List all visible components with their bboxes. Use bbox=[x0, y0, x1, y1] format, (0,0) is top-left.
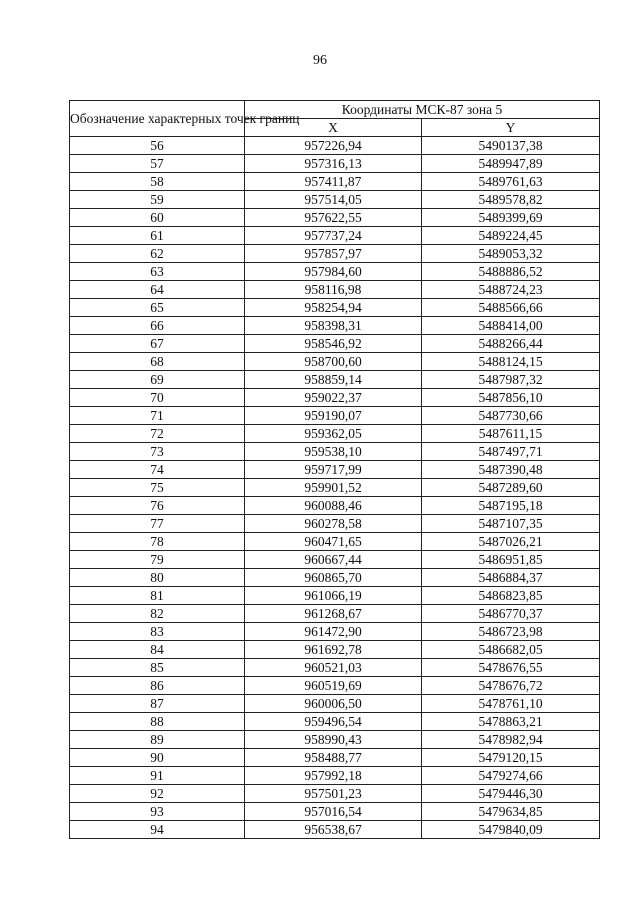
x-coordinate-cell: 958116,98 bbox=[245, 281, 422, 299]
x-coordinate-cell: 958990,43 bbox=[245, 731, 422, 749]
point-number-cell: 77 bbox=[70, 515, 245, 533]
table-row bbox=[70, 227, 600, 245]
table-row bbox=[70, 713, 600, 731]
y-coordinate-cell: 5478761,10 bbox=[422, 695, 600, 713]
x-coordinate-cell: 959538,10 bbox=[245, 443, 422, 461]
page-number: 96 bbox=[313, 53, 327, 68]
y-coordinate-cell: 5488124,15 bbox=[422, 353, 600, 371]
point-number-cell: 60 bbox=[70, 209, 245, 227]
table-row bbox=[70, 551, 600, 569]
point-number-cell: 84 bbox=[70, 641, 245, 659]
x-coordinate-cell: 957992,18 bbox=[245, 767, 422, 785]
table-row bbox=[70, 605, 600, 623]
y-coordinate-cell: 5486723,98 bbox=[422, 623, 600, 641]
y-coordinate-cell: 5486770,37 bbox=[422, 605, 600, 623]
table-row bbox=[70, 767, 600, 785]
y-coordinate-cell: 5487107,35 bbox=[422, 515, 600, 533]
table-row bbox=[70, 299, 600, 317]
y-coordinate-cell: 5487987,32 bbox=[422, 371, 600, 389]
point-number-cell: 92 bbox=[70, 785, 245, 803]
y-coordinate-cell: 5479840,09 bbox=[422, 821, 600, 839]
point-number-cell: 56 bbox=[70, 137, 245, 155]
point-number-cell: 62 bbox=[70, 245, 245, 263]
table-row bbox=[70, 659, 600, 677]
point-number-cell: 72 bbox=[70, 425, 245, 443]
y-coordinate-cell: 5486884,37 bbox=[422, 569, 600, 587]
table-row bbox=[70, 749, 600, 767]
x-coordinate-cell: 957737,24 bbox=[245, 227, 422, 245]
point-number-cell: 91 bbox=[70, 767, 245, 785]
point-number-cell: 87 bbox=[70, 695, 245, 713]
point-number-cell: 59 bbox=[70, 191, 245, 209]
x-coordinate-cell: 960865,70 bbox=[245, 569, 422, 587]
point-number-cell: 58 bbox=[70, 173, 245, 191]
table-row bbox=[70, 335, 600, 353]
table-row bbox=[70, 281, 600, 299]
table-row bbox=[70, 533, 600, 551]
y-coordinate-cell: 5479446,30 bbox=[422, 785, 600, 803]
point-number-cell: 82 bbox=[70, 605, 245, 623]
table-row bbox=[70, 515, 600, 533]
point-number-cell: 74 bbox=[70, 461, 245, 479]
x-coordinate-cell: 960667,44 bbox=[245, 551, 422, 569]
point-number-cell: 94 bbox=[70, 821, 245, 839]
point-number-cell: 85 bbox=[70, 659, 245, 677]
y-coordinate-cell: 5489947,89 bbox=[422, 155, 600, 173]
y-coordinate-cell: 5487730,66 bbox=[422, 407, 600, 425]
point-number-cell: 93 bbox=[70, 803, 245, 821]
point-number-cell: 64 bbox=[70, 281, 245, 299]
x-coordinate-cell: 958488,77 bbox=[245, 749, 422, 767]
table-row bbox=[70, 497, 600, 515]
x-coordinate-cell: 958546,92 bbox=[245, 335, 422, 353]
coordinate-system-header: Координаты МСК-87 зона 5 bbox=[245, 101, 600, 119]
table-row bbox=[70, 623, 600, 641]
table-body bbox=[70, 137, 600, 839]
table-row bbox=[70, 389, 600, 407]
x-coordinate-cell: 960519,69 bbox=[245, 677, 422, 695]
y-coordinate-cell: 5488414,00 bbox=[422, 317, 600, 335]
point-number-cell: 81 bbox=[70, 587, 245, 605]
table-row bbox=[70, 425, 600, 443]
x-coordinate-cell: 960521,03 bbox=[245, 659, 422, 677]
point-number-cell: 79 bbox=[70, 551, 245, 569]
x-coordinate-cell: 958254,94 bbox=[245, 299, 422, 317]
table-row bbox=[70, 641, 600, 659]
x-coordinate-cell: 957226,94 bbox=[245, 137, 422, 155]
x-coordinate-cell: 957622,55 bbox=[245, 209, 422, 227]
table-row bbox=[70, 785, 600, 803]
table-row bbox=[70, 209, 600, 227]
table-row bbox=[70, 443, 600, 461]
point-number-cell: 73 bbox=[70, 443, 245, 461]
y-coordinate-cell: 5478676,55 bbox=[422, 659, 600, 677]
y-column-header: Y bbox=[422, 119, 600, 137]
table-row bbox=[70, 803, 600, 821]
x-coordinate-cell: 959362,05 bbox=[245, 425, 422, 443]
x-coordinate-cell: 959022,37 bbox=[245, 389, 422, 407]
y-coordinate-cell: 5479634,85 bbox=[422, 803, 600, 821]
y-coordinate-cell: 5487497,71 bbox=[422, 443, 600, 461]
point-number-cell: 63 bbox=[70, 263, 245, 281]
point-number-cell: 67 bbox=[70, 335, 245, 353]
x-coordinate-cell: 960471,65 bbox=[245, 533, 422, 551]
y-coordinate-cell: 5487026,21 bbox=[422, 533, 600, 551]
x-coordinate-cell: 957984,60 bbox=[245, 263, 422, 281]
table-row bbox=[70, 173, 600, 191]
y-coordinate-cell: 5478863,21 bbox=[422, 713, 600, 731]
table-row bbox=[70, 587, 600, 605]
x-column-header: X bbox=[245, 119, 422, 137]
y-coordinate-cell: 5489578,82 bbox=[422, 191, 600, 209]
point-number-cell: 80 bbox=[70, 569, 245, 587]
point-number-cell: 78 bbox=[70, 533, 245, 551]
table-row bbox=[70, 263, 600, 281]
point-number-cell: 66 bbox=[70, 317, 245, 335]
x-coordinate-cell: 961268,67 bbox=[245, 605, 422, 623]
table-row bbox=[70, 479, 600, 497]
y-coordinate-cell: 5488886,52 bbox=[422, 263, 600, 281]
table-row bbox=[70, 695, 600, 713]
point-number-cell: 57 bbox=[70, 155, 245, 173]
point-number-cell: 71 bbox=[70, 407, 245, 425]
x-coordinate-cell: 960278,58 bbox=[245, 515, 422, 533]
x-coordinate-cell: 959190,07 bbox=[245, 407, 422, 425]
table-row bbox=[70, 569, 600, 587]
y-coordinate-cell: 5487611,15 bbox=[422, 425, 600, 443]
point-number-cell: 76 bbox=[70, 497, 245, 515]
table-row bbox=[70, 461, 600, 479]
y-coordinate-cell: 5487289,60 bbox=[422, 479, 600, 497]
point-number-cell: 89 bbox=[70, 731, 245, 749]
x-coordinate-cell: 957411,87 bbox=[245, 173, 422, 191]
x-coordinate-cell: 957514,05 bbox=[245, 191, 422, 209]
y-coordinate-cell: 5478676,72 bbox=[422, 677, 600, 695]
table-row bbox=[70, 191, 600, 209]
y-coordinate-cell: 5488566,66 bbox=[422, 299, 600, 317]
y-coordinate-cell: 5489224,45 bbox=[422, 227, 600, 245]
point-number-cell: 69 bbox=[70, 371, 245, 389]
x-coordinate-cell: 959496,54 bbox=[245, 713, 422, 731]
point-number-cell: 68 bbox=[70, 353, 245, 371]
table-row bbox=[70, 245, 600, 263]
y-coordinate-cell: 5487390,48 bbox=[422, 461, 600, 479]
y-coordinate-cell: 5488266,44 bbox=[422, 335, 600, 353]
x-coordinate-cell: 957016,54 bbox=[245, 803, 422, 821]
y-coordinate-cell: 5486823,85 bbox=[422, 587, 600, 605]
x-coordinate-cell: 959901,52 bbox=[245, 479, 422, 497]
x-coordinate-cell: 960006,50 bbox=[245, 695, 422, 713]
table-row bbox=[70, 731, 600, 749]
x-coordinate-cell: 957316,13 bbox=[245, 155, 422, 173]
y-coordinate-cell: 5488724,23 bbox=[422, 281, 600, 299]
table-row bbox=[70, 407, 600, 425]
y-coordinate-cell: 5478982,94 bbox=[422, 731, 600, 749]
y-coordinate-cell: 5490137,38 bbox=[422, 137, 600, 155]
y-coordinate-cell: 5479274,66 bbox=[422, 767, 600, 785]
table-row bbox=[70, 677, 600, 695]
y-coordinate-cell: 5489761,63 bbox=[422, 173, 600, 191]
point-number-cell: 86 bbox=[70, 677, 245, 695]
table-row bbox=[70, 137, 600, 155]
y-coordinate-cell: 5486682,05 bbox=[422, 641, 600, 659]
table-row bbox=[70, 317, 600, 335]
point-number-cell: 75 bbox=[70, 479, 245, 497]
point-number-cell: 90 bbox=[70, 749, 245, 767]
y-coordinate-cell: 5489053,32 bbox=[422, 245, 600, 263]
point-number-cell: 70 bbox=[70, 389, 245, 407]
x-coordinate-cell: 961066,19 bbox=[245, 587, 422, 605]
x-coordinate-cell: 961692,78 bbox=[245, 641, 422, 659]
table-row bbox=[70, 155, 600, 173]
table-row bbox=[70, 371, 600, 389]
x-coordinate-cell: 958859,14 bbox=[245, 371, 422, 389]
x-coordinate-cell: 961472,90 bbox=[245, 623, 422, 641]
y-coordinate-cell: 5487856,10 bbox=[422, 389, 600, 407]
x-coordinate-cell: 959717,99 bbox=[245, 461, 422, 479]
point-number-cell: 83 bbox=[70, 623, 245, 641]
y-coordinate-cell: 5489399,69 bbox=[422, 209, 600, 227]
x-coordinate-cell: 956538,67 bbox=[245, 821, 422, 839]
y-coordinate-cell: 5487195,18 bbox=[422, 497, 600, 515]
point-number-cell: 61 bbox=[70, 227, 245, 245]
table-row bbox=[70, 821, 600, 839]
point-number-cell: 88 bbox=[70, 713, 245, 731]
y-coordinate-cell: 5479120,15 bbox=[422, 749, 600, 767]
x-coordinate-cell: 960088,46 bbox=[245, 497, 422, 515]
table-row bbox=[70, 353, 600, 371]
x-coordinate-cell: 957501,23 bbox=[245, 785, 422, 803]
point-designation-header: Обозначение характерных точек границ bbox=[70, 101, 245, 137]
x-coordinate-cell: 958700,60 bbox=[245, 353, 422, 371]
x-coordinate-cell: 957857,97 bbox=[245, 245, 422, 263]
coordinates-table bbox=[69, 100, 600, 839]
y-coordinate-cell: 5486951,85 bbox=[422, 551, 600, 569]
point-number-cell: 65 bbox=[70, 299, 245, 317]
x-coordinate-cell: 958398,31 bbox=[245, 317, 422, 335]
